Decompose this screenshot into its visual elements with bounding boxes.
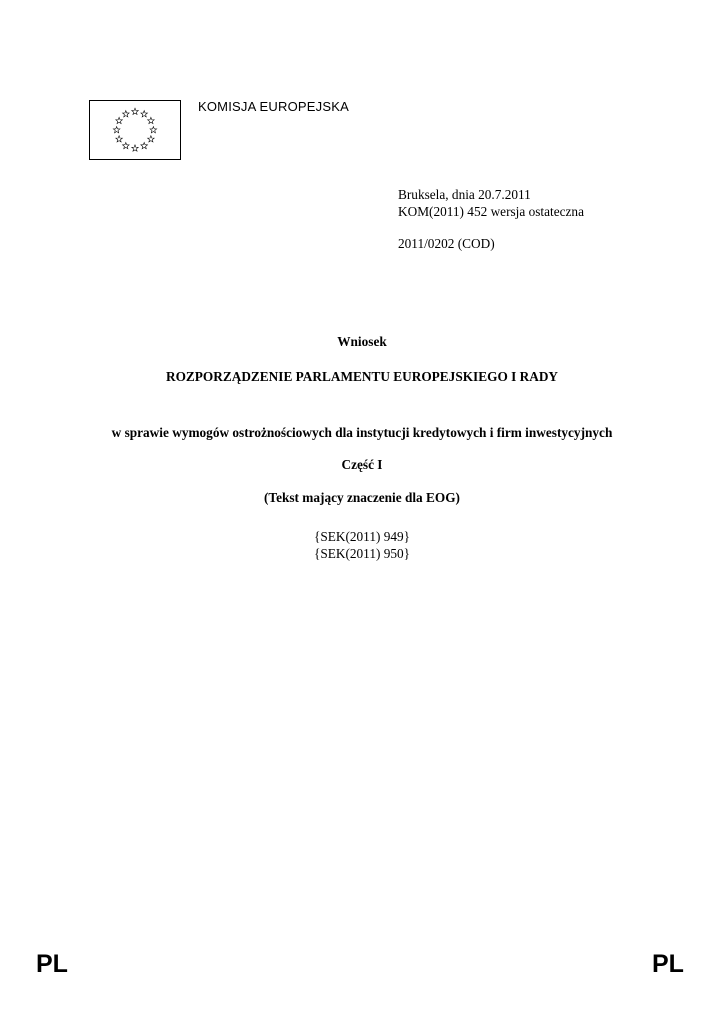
eu-flag-icon bbox=[90, 101, 180, 159]
document-number: KOM(2011) 452 wersja ostateczna bbox=[398, 204, 584, 219]
language-code-right: PL bbox=[652, 950, 684, 978]
related-doc-2: {SEK(2011) 950} bbox=[313, 546, 411, 561]
star-icon bbox=[116, 136, 123, 142]
reference-block bbox=[398, 186, 584, 252]
star-icon bbox=[116, 117, 123, 123]
act-title: ROZPORZĄDZENIE PARLAMENTU EUROPEJSKIEGO I RADY bbox=[165, 369, 559, 384]
eu-logo bbox=[89, 100, 181, 160]
procedure-number: 2011/0202 (COD) bbox=[398, 236, 495, 251]
star-icon bbox=[141, 111, 148, 117]
language-code-left: PL bbox=[36, 950, 68, 978]
star-icon bbox=[123, 142, 130, 148]
star-icon bbox=[141, 142, 148, 148]
part-label: Część I bbox=[341, 457, 383, 472]
star-icon bbox=[148, 117, 155, 123]
star-icon bbox=[150, 127, 157, 133]
institution-name: KOMISJA EUROPEJSKA bbox=[198, 99, 349, 114]
document-type: Wniosek bbox=[337, 334, 387, 349]
star-icon bbox=[113, 127, 120, 133]
place-date: Bruksela, dnia 20.7.2011 bbox=[398, 187, 531, 202]
related-doc-1: {SEK(2011) 949} bbox=[313, 529, 411, 544]
star-icon bbox=[148, 136, 155, 142]
act-subject: w sprawie wymogów ostrożnościowych dla instytucji kredytowych i firm inwestycyjnych bbox=[111, 425, 613, 440]
eea-relevance: (Tekst mający znaczenie dla EOG) bbox=[264, 490, 460, 505]
star-icon bbox=[132, 108, 139, 114]
star-icon bbox=[132, 145, 139, 151]
related-documents bbox=[0, 528, 724, 562]
star-icon bbox=[123, 111, 130, 117]
